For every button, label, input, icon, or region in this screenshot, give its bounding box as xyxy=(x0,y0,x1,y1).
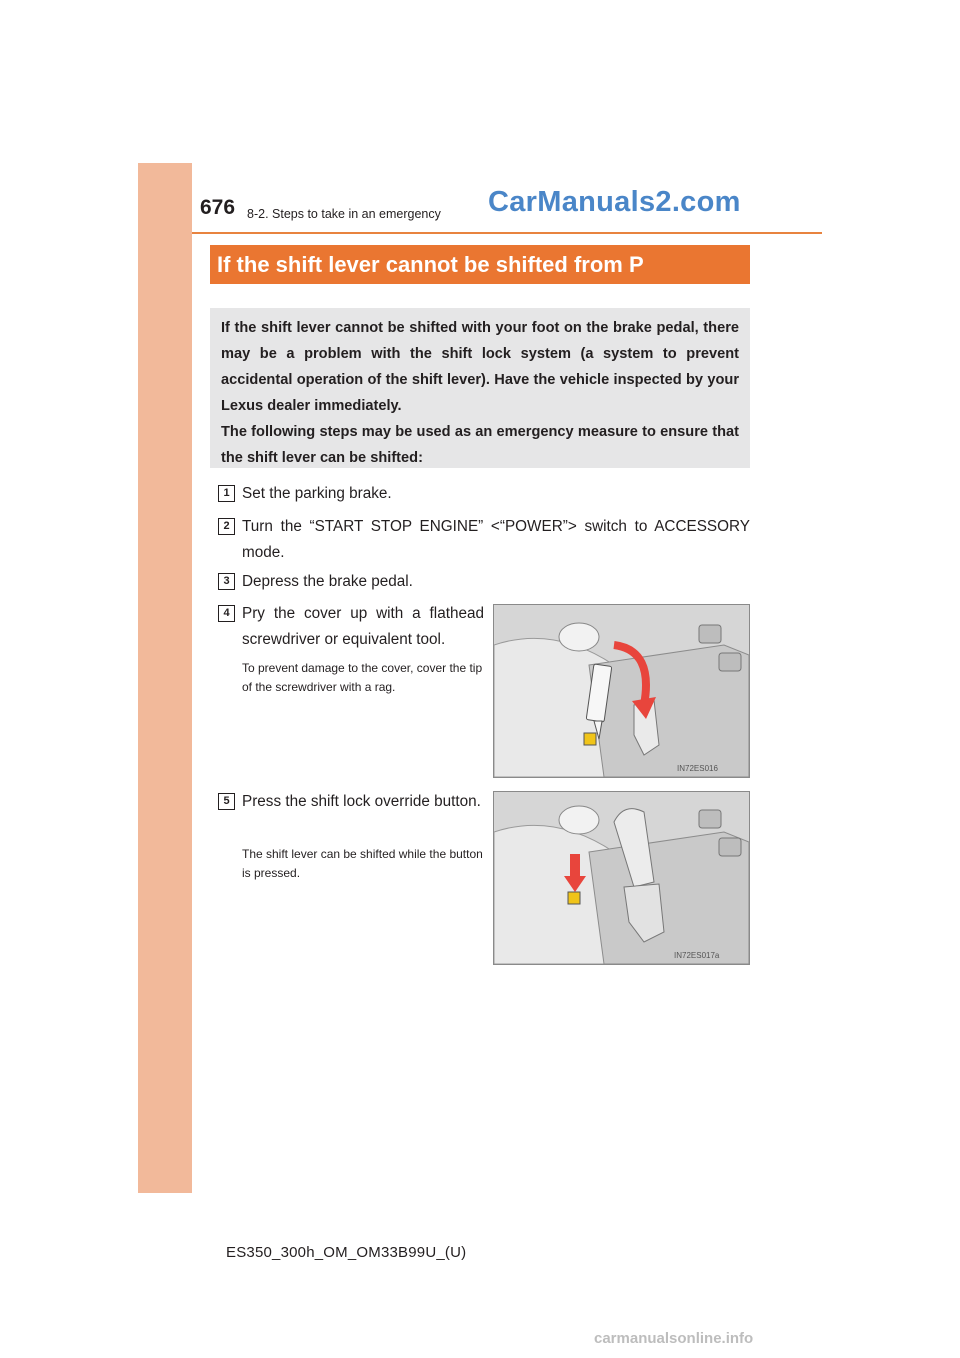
intro-box xyxy=(210,308,750,468)
step-number-3: 3 xyxy=(218,573,235,590)
figure-code-1: IN72ES016 xyxy=(677,764,718,773)
document-code: ES350_300h_OM_OM33B99U_(U) xyxy=(226,1244,467,1261)
figure-shift-lock-button xyxy=(493,791,750,965)
step-text-5: Press the shift lock override button. xyxy=(242,793,481,810)
page-number: 676 xyxy=(200,196,236,219)
watermark-bottom: carmanualsonline.info xyxy=(594,1330,754,1347)
step-text-3: Depress the brake pedal. xyxy=(242,573,413,590)
step-number-4: 4 xyxy=(218,605,235,622)
step-number-2: 2 xyxy=(218,518,235,535)
step-number-1: 1 xyxy=(218,485,235,502)
header-rule xyxy=(192,232,822,234)
step-text-1: Set the parking brake. xyxy=(242,485,392,502)
intro-paragraph-2: The following steps may be used as an emergency measure to ensure that the shift lever can be shifted: xyxy=(221,424,739,466)
figure-code-2: IN72ES017a xyxy=(674,951,720,960)
step-text-2: Turn the “START STOP ENGINE” <“POWER”> switch to ACCESSORY mode. xyxy=(242,518,750,561)
section-title: If the shift lever cannot be shifted from P xyxy=(210,245,750,284)
step-text-4: Pry the cover up with a flathead screwdriver or equivalent tool. xyxy=(242,605,484,648)
side-color-band xyxy=(138,163,192,1193)
step-note-5: The shift lever can be shifted while the button is pressed. xyxy=(242,847,483,880)
step-number-5: 5 xyxy=(218,793,235,810)
intro-paragraph-1: If the shift lever cannot be shifted with your foot on the brake pedal, there may be a problem with the shift lock system (a system to prevent accidental operation of the shift lever). Have the vehicle inspected by your Lexus dealer immediately. xyxy=(221,320,739,414)
section-reference: 8-2. Steps to take in an emergency xyxy=(247,207,441,221)
step-note-4: To prevent damage to the cover, cover the tip of the screwdriver with a rag. xyxy=(242,661,483,694)
figure-screwdriver-cover xyxy=(493,604,750,778)
watermark-top: CarManuals2.com xyxy=(488,186,741,218)
